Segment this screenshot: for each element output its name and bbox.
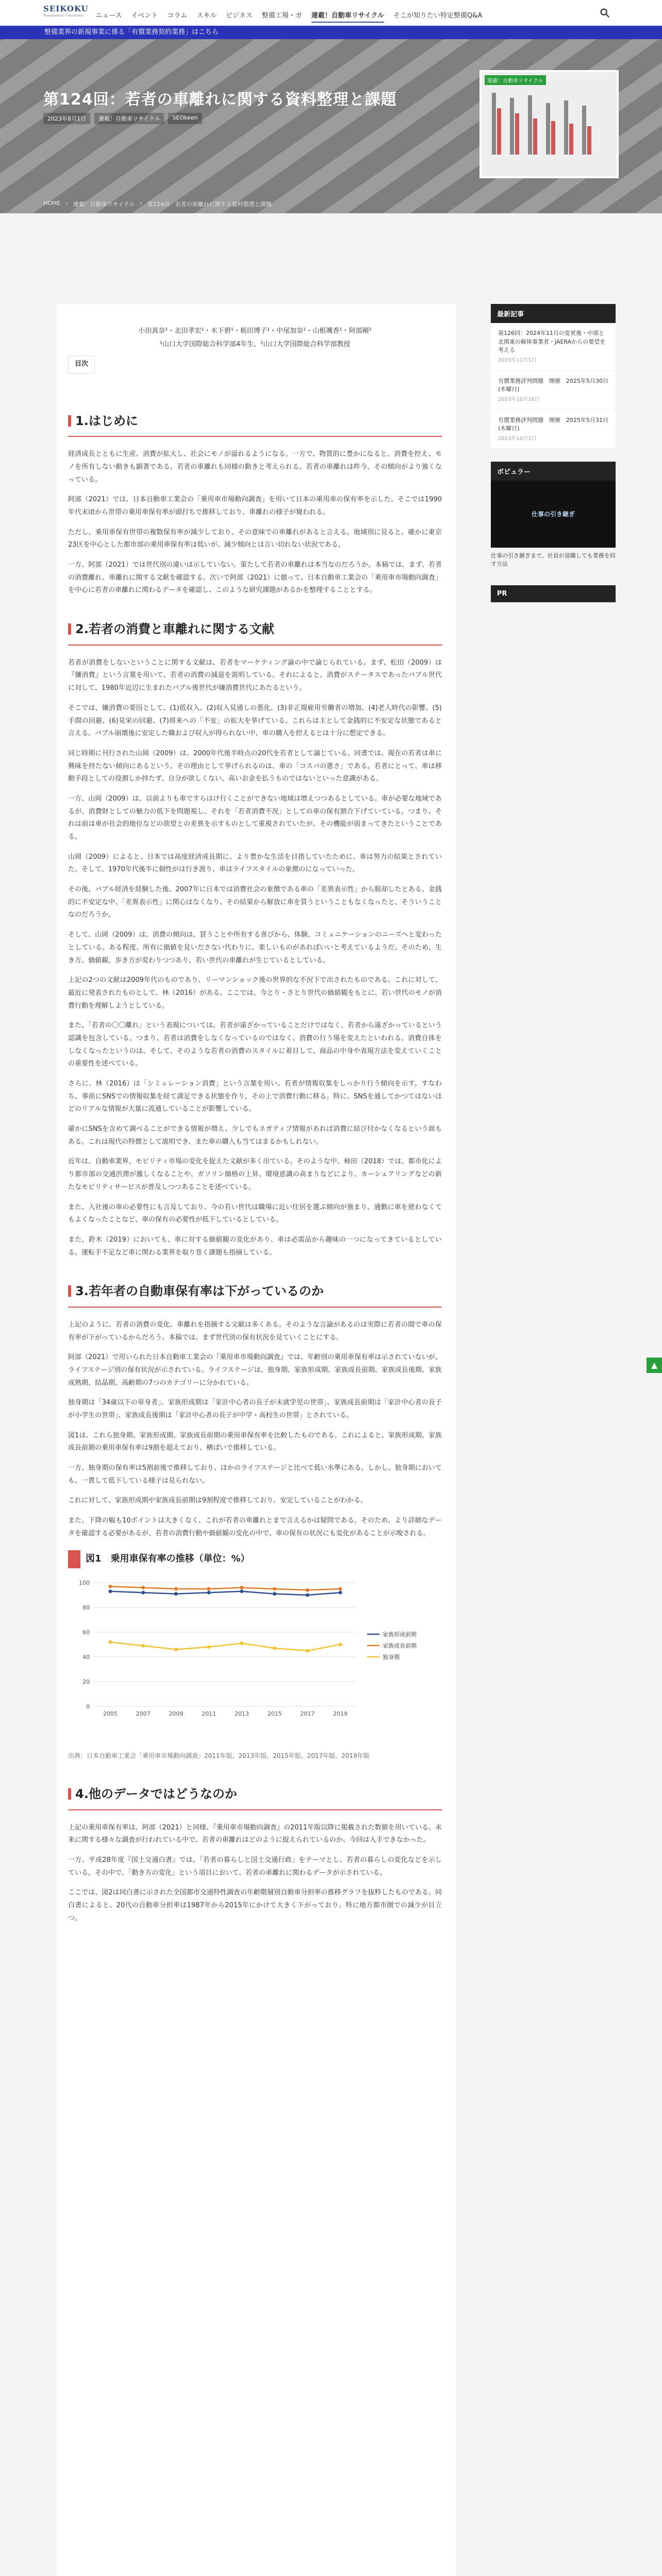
nav-skill[interactable]: スキル [196, 12, 217, 20]
paragraph: また、下降の幅も10ポイントは大きくなく、これが若者の車離れとまで言えるかは疑問である。そのため、より詳細なデータを確認する必要があるが、若者の消費行動や価値観の変化の中で、車の保有の状況にも変化があることが示唆される。 [68, 1517, 442, 1537]
article-body [57, 304, 456, 2576]
paragraph: 上記のように、若者の消費の変化、車離れを指摘する文献は多くある。そのような言論があるのは実際に若者の間で車の保有率が下がっているからだろう。本稿では、まず世代別の保有状況を見ていくことにする。 [68, 1320, 442, 1342]
x-tick-label: 2007 [136, 1710, 151, 1717]
paragraph: ただし、乗用車保有世帯の複数保有率が減少しており、その意味での車離れがあると言える。地域別に見ると、確かに東京23区を中心とした都市部の乗用車保有率は低いが、減少傾向とは言い切れない状況である。 [68, 528, 442, 549]
y-axis-ticks [79, 1580, 90, 1710]
line-chart [68, 1572, 439, 1742]
latest-posts-title: 最新記事 [491, 304, 616, 323]
paragraph: 上記の2つの文献は2009年代のものであり、リーマンショック後の世界的な不況下で出されたものである。これに対して、最近に発表されたものとして、林（2016）がある。ここでは、今とり・さとり世代の価値観をもとに、若い世代のモノが消費行動を理解しようとしている。 [68, 976, 442, 1010]
data-point [306, 1593, 309, 1597]
thumbnail-chart-image [482, 72, 617, 176]
scroll-top-button[interactable]: ▲ [647, 1358, 662, 1373]
data-point [108, 1589, 112, 1593]
data-point [108, 1584, 112, 1588]
data-point [306, 1649, 309, 1652]
paragraph: また、「若者の〇〇離れ」という表現については、若者が遠ざかっていることだけではなく、若者から遠ざかっているという認識を包含している。つまり、若者は消費をしなくなっているのではなく、消費の行う場を変えたといわれる。消費自体をしなくなったというのは、そして、そのような若者の消費のスタイルに着目して、商品の中身や表現方法を変えていくことの重要性を述べている。 [68, 1022, 442, 1068]
section-heading-4: 4.他のデータではどうなのか [68, 1783, 442, 1810]
paragraph: 近年は、自動車業界、モビリティ市場の変化を捉えた文献が多く出ている。そのような中、柿田（2018）では、都市化により都市部の交通渋滞が激しくなることや、ガソリン価格の上昇、環境意識の高まりなどにより、カーシェアリングなどの新たなモビリティサービスが普及しつつあることを述べている。 [68, 1158, 442, 1191]
hero-thumbnail [479, 70, 619, 178]
breadcrumb-current: 第124回：若者の車離れに関する資料整理と課題 [147, 201, 272, 208]
section-heading-3: 3.若年者の自動車保有率は下がっているのか [68, 1280, 442, 1308]
post-date: 2023年8月1日 [43, 113, 90, 124]
data-point [207, 1587, 211, 1590]
y-tick-label: 20 [82, 1678, 90, 1685]
search-icon[interactable] [599, 7, 610, 19]
data-point [273, 1587, 276, 1590]
page-title: 第124回：若者の車離れに関する資料整理と課題 [43, 91, 397, 109]
paragraph: そして、山岡（2009）は、消費の傾向は、買うことや所有する喜びから、体験、コミュニケーションのニーズへと変わったとしている。ある程度、所有に価値を見いださない代わりに、楽しいものがあればいいと考えているようだ。そのため、生き方、価値観、歩き方が変わりつつあり、若い世代の車離れが生じているとしている。 [68, 931, 442, 964]
breadcrumb-home[interactable]: HOME [43, 200, 61, 207]
data-point [108, 1640, 112, 1643]
hero-banner [0, 39, 662, 213]
legend-label: 独身期 [383, 1653, 400, 1660]
paragraph: 同じ時期に刊行された山岡（2009）は、2000年代後半時点の20代を若者として論じている。同書では、現在の若者は車に興味を持たない傾向にあるという。その理由として挙げられるのは、車の「コスパの悪さ」である。若者にとって、車は移動手段としての役割しか持たず、自分が欲しくない、高いお金を払うものではないといった意識がある。 [68, 749, 442, 783]
nav-news[interactable]: ニュース [95, 12, 122, 20]
section-heading-1: 1.はじめに [68, 410, 442, 437]
paragraph: その後、バブル経済を経験した後、2007年に日本では消費社会の象徴である車の「差異表示性」から脱却したとある。金銭的に不安定な中、「差異表示性」に関心はなくなり、その結果から解放に車を買うということもなくなったと、そういうことなのだろうか。 [68, 886, 442, 919]
paragraph: 図1は、これら独身期、家族形成期、家族成長前期の乗用車保有率を比較したものである。これによると、家族形成期、家族成長前期の乗用車保有率は9割を超えており、横ばいで推移している。 [68, 1431, 442, 1452]
latest-post[interactable]: 有償業務評判問題 開催 2025年5月30日(木曜日) 2023年10月16日 [491, 371, 616, 410]
y-tick-label: 60 [82, 1629, 90, 1636]
paragraph: 上記の乗用車保有率は、阿部（2021）と同様、『乗用車市場動向調査』の2011年版以降に掲載された数値を用いている。未来に関する様々な調査が行われている中で、若者の車離れはどのように捉えられているのか、今回は入手できなかった。 [68, 1823, 442, 1844]
data-point [306, 1588, 309, 1592]
legend-label: 家族成長前期 [383, 1642, 417, 1649]
figure-source: 出典：日本自動車工業会「乗用車市場動向調査」2011年版、2013年版、2015年版、2017年版、2019年版 [68, 1752, 370, 1760]
paragraph: 若者が消費をしないということに関する文献は、若者をマーケティング論の中で論じられている。まず、松田（2009）は『嫌消費』という言葉を用いて、若者の消費の減退を説明している。それによると、消費がステータスであったバブル世代に対して、1980年近辺に生まれたバブル後世代が嫌消費世代にあたるという。 [68, 658, 442, 692]
main-nav [95, 10, 482, 23]
nav-garage[interactable]: 整備工場・ガ [261, 12, 302, 20]
nav-events[interactable]: イベント [131, 12, 158, 20]
data-point [273, 1592, 276, 1596]
x-tick-label: 2009 [169, 1710, 184, 1717]
site-logo[interactable]: SEIKOKU Management Consultants [43, 4, 89, 18]
data-point [207, 1645, 211, 1649]
author-tag[interactable]: SEOkeen [168, 113, 202, 124]
paragraph: さらに、林（2016）は「シミュレーション消費」という言葉を用い、若者が情報収集をしっかり行う傾向を示す。すなわち、事前にSNSでの情報収集を経て満足できる状態を作り、その上で消費行動に移る。特に、SNSを通してかつてはないほどのリアルな情報が大量に流通していることが影響している。 [68, 1080, 442, 1113]
data-point [174, 1592, 178, 1596]
sidebar [491, 304, 616, 602]
data-point [141, 1586, 145, 1589]
popular-title: ボビュラー [491, 462, 616, 481]
paragraph: 一方、阿部（2021）では世代別の違いは示していない。第たして若者の車離れは本当なのだろうか。本稿では、まず、若者の消費離れ、車離れに関する文献を確認する。次いで阿部（2021）に倣って、日本自動車工業会の「乗用車市場動向調査」を中心に若者の車離れに関わるデータを確認し、このような研究課題があるかを整理することとする。 [68, 561, 442, 595]
paragraph: これに対して、家族形成期や家族成長前期は9割程度で推移しており、安定していることがわかる。 [68, 1497, 368, 1505]
x-axis-ticks [103, 1710, 347, 1717]
paragraph: 一方、山岡（2009）は、以前よりも車ですらはけ行くことができない地域は増えつつあるとしている。車が必要な地域であるが、消費財としての魅力の低下を問題視し、それを「若者消費不況」としての車の保有割合下げていている。つまり、それは前は車が社会的地位などの欲望との差異を示すものとして重視されていたが、その機能が弱まってきたということである。 [68, 794, 442, 841]
paragraph: 一方、独身期の保有率は5割前後で推移しており、ほかのライフステージと比べて低い水準にある。しかし、独身期においても、一貫して低下している様子は見られない。 [68, 1464, 442, 1485]
paragraph: また、鈴木（2019）においても、車に対する価値観の変化があり、車は必需品から趣味の一つになってきているとしている。運転手不足など車に関わる業界を取り巻く課題も指摘している。 [68, 1235, 442, 1257]
latest-post[interactable]: 有償業務評判問題 開催 2025年5月31日(木曜日) 2023年10月1日 [491, 410, 616, 449]
latest-post[interactable]: 第126回：2024年11月の変更後・中部と北関東の解体事業者・JAERAからの要望を考える 2023年11月1日 [491, 323, 616, 371]
legend-label: 家族形成前期 [383, 1631, 417, 1638]
paragraph: 山岡（2009）によると、日本では高度経済成長期に、より豊かな生活を目指していたために、車は努力の結果とされていた。そして、1970年代後半に個性がは行き渡り、車はライフスタイルの象徴のになっていった。 [68, 853, 442, 874]
paragraph: 独身期は「34歳以下の単身者」、家族形成期は「家計中心者の長子が未就学児の世帯」、家族成長前期は「家計中心者の長子が小学生の世帯」、家族成長後期は「家計中心者の長子が中学・高校生の世帯」とされている。 [68, 1399, 442, 1419]
x-tick-label: 2015 [267, 1710, 282, 1717]
data-point [141, 1644, 145, 1648]
data-point [207, 1590, 211, 1594]
section-heading-2: 2.若者の消費と車離れに関する文献 [68, 618, 442, 646]
nav-business[interactable]: ビジネス [226, 12, 253, 20]
notice-bar[interactable]: 整備業界の新規事業に係る「有償業務契約業務」はこちら [0, 26, 662, 39]
site-header [0, 0, 662, 26]
popular-thumbnail[interactable]: 仕事の引き継ぎ [491, 481, 616, 548]
popular-post[interactable]: 仕事の引き継ぎまで、社員が退職しても業務を回す方法 [491, 552, 616, 567]
paragraph: そこでは、嫌消費の要因として、(1)低収入、(2)収入見通しの悪化、(3)非正規雇用労働者の増加、(4)老人時代の影響、(5)手間の回避、(6)見栄の回避、(7)将来への「不安」の拡大を挙げている。これらは主として金銭的に不安定な状態であると言える。バブル崩壊後に安定した職および収入が得られない中、車の購入を控えるとは十分に想定できる。 [68, 704, 442, 738]
x-tick-label: 2017 [300, 1710, 315, 1717]
breadcrumb: HOME › 連載！自動車リサイクル › 第124回：若者の車離れに関する資料整理と課題 [43, 200, 272, 208]
chart-legend [367, 1631, 417, 1660]
category-tag[interactable]: 連載！自動車リサイクル [94, 113, 164, 124]
data-point [141, 1590, 145, 1594]
breadcrumb-category[interactable]: 連載！自動車リサイクル [73, 201, 135, 208]
nav-qa[interactable]: そこが知りたい特定整備Q&A [393, 12, 483, 20]
paragraph: 一方、平成28年度『国土交通白書』では、「若者の暮らしと国土交通行政」をテーマとし、若者の暮らしの変化などを示している。その中で、「動き方の変化」という項目において、若者の車離れに関わるデータが示されている。 [68, 1856, 442, 1877]
paragraph: 確かにSNSを含めて調べることができる情報が増え、少しでもネガティブ情報があれば消費に結び付かなくなるという面もある。これは現代の特徴として説明でき、また車の購入も当てはまるかもしれない。 [68, 1125, 442, 1146]
paragraph: ここでは、図2は同白書に示された全国都市交通特性調査の年齢階層別自動車分担率の推移グラフを抜粋したものである。同白書によると、20代の自動車分担率は1987年から2015年にかけて大きく下がっており、特に地方都市圏での減少が目立つ。 [68, 1889, 442, 1922]
data-point [174, 1587, 178, 1590]
authors: 小田真奈¹・北田孝宏¹・木下碧¹・栃田博子¹・中尾加奈¹・山根颯香¹・阿部剛² ¹山口大学国際総合科学部4年生、²山口大学国際総合科学部教授 [138, 327, 372, 348]
post-meta [43, 113, 202, 124]
data-point [339, 1642, 342, 1646]
chart-series [108, 1584, 342, 1652]
data-point [240, 1589, 243, 1593]
y-tick-label: 80 [82, 1604, 90, 1611]
data-point [240, 1586, 243, 1589]
nav-recycle[interactable]: 連載！自動車リサイクル [311, 10, 384, 23]
paragraph: 阿部（2021）で用いられた日本自動車工業会の『乗用車市場動向調査』では、年齢別の乗用車保有率は示されていないが、ライフステージ別の保有状況が示されている。ライフステージは、独身期、家族形成期、家族成長前期、家族成長後期、家族成熟期、結晶期、高齢期の7つのカテゴリーに分かれている。 [68, 1353, 442, 1387]
y-tick-label: 40 [82, 1653, 90, 1660]
data-point [174, 1648, 178, 1651]
x-tick-label: 2011 [202, 1710, 217, 1717]
thumbnail-category: 連載！自動車リサイクル [485, 75, 546, 85]
paragraph: 阿部（2021）では、日本自動車工業会の「乗用車市場動向調査」を用いて日本の乗用車の保有率を示した。そこでは1990年代末頃から世帯の乗用車保有率が頭打ちで推移しており、車離れの様子が窺われる。 [68, 496, 442, 517]
y-tick-label: 100 [79, 1579, 90, 1586]
paragraph: 経済成長とともに生産、消費が拡大し、社会にモノが溢れるようになる。一方で、物質的に豊かになると、消費を控え、モノを所有しない動きも顕著である。若者の車離れも同様の動きと考えられる。若者の車離れは昨今、その傾向がより強くなっている。 [68, 450, 442, 484]
data-point [339, 1590, 342, 1594]
figure-title: 図1 乗用車保有率の推移（単位：%） [68, 1550, 442, 1568]
data-point [273, 1646, 276, 1650]
nav-column[interactable]: コラム [167, 12, 188, 20]
toc-toggle[interactable]: 目次 [68, 355, 95, 374]
data-point [240, 1641, 243, 1645]
y-tick-label: 0 [86, 1703, 90, 1710]
data-point [339, 1587, 342, 1590]
x-tick-label: 2013 [234, 1710, 249, 1717]
x-tick-label: 2005 [103, 1710, 118, 1717]
x-tick-label: 2019 [333, 1710, 348, 1717]
pr-title: PR [491, 585, 616, 602]
paragraph: また、入社後の車の必要性にも言及しており、今の若い世代は職場に近い住居を選ぶ傾向が強まり、通勤に車を使わなくてもよくなったことなど、車の保有の必要性が低下しているとしている。 [68, 1203, 442, 1224]
